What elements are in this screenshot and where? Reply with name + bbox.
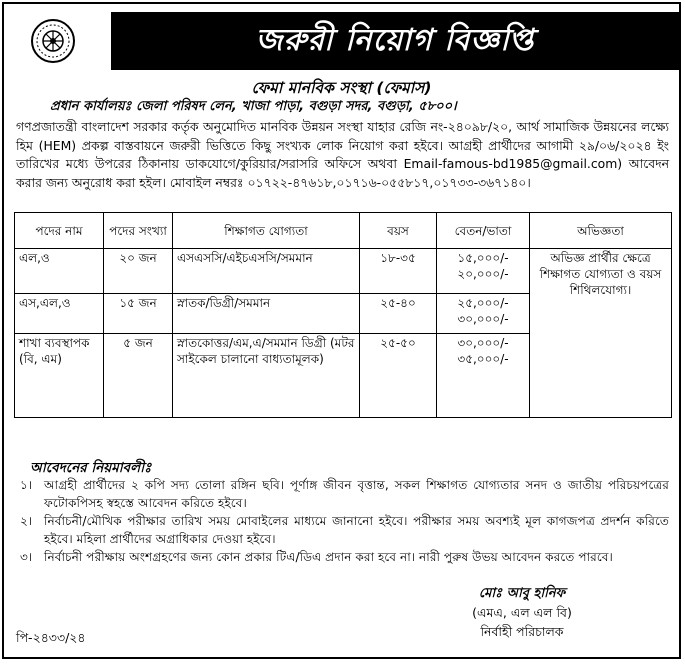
experience-note: অভিজ্ঞ প্রার্থীর ক্ষেত্রে শিক্ষাগত যোগ্যতা ও বয়স শিথিলযোগ্য। (530, 249, 672, 418)
signature-block (422, 584, 622, 641)
header-qualification: শিক্ষাগত যোগ্যতা (173, 213, 360, 249)
salary-range: ২৫,০০০/- ৩০,০০০/- (437, 294, 530, 334)
post-count: ৫ জন (104, 334, 173, 418)
salary-range: ৩০,০০০/- ৩৫,০০০/- (437, 334, 530, 418)
job-table (14, 212, 672, 418)
salary-range: ১৫,০০০/- ২০,০০০/- (437, 249, 530, 294)
organization-logo-icon (30, 18, 76, 64)
post-name: এস,এল,ও (15, 294, 104, 334)
head-office-address: প্রধান কার্যালয়ঃ জেলা পরিষদ লেন, খাজা পাড়া, বগুড়া সদর, বগুড়া, ৫৮০০। (50, 99, 457, 114)
rule-item (16, 476, 669, 512)
age-range: ১৮-৩৫ (360, 249, 437, 294)
rule-text: আগ্রহী প্রার্থীদের ২ কপি সদ্য তোলা রঙ্গিন ছবি। পূর্ণাঙ্গ জীবন বৃত্তান্ত, সকল শিক্ষাগত যোগ্যতার সনদ ও জাতীয় পরিচয়পত্রের ফটোকপিসহ স্বহস্তে আবেদন করিতে হইবে। (44, 478, 669, 510)
rule-number: ২। (20, 514, 33, 528)
rule-text: নির্বাচনী পরীক্ষায় অংশগ্রহণের জন্য কোন প্রকার টিএ/ডিএ প্রদান করা হবে না। নারী পুরুষ উভয় আবেদন করতে পারবে। (44, 550, 613, 564)
age-range: ২৫-৪০ (360, 294, 437, 334)
table-header-row (15, 213, 672, 249)
post-count: ২০ জন (104, 249, 173, 294)
header-post: পদের নাম (15, 213, 104, 249)
rule-text: নির্বাচনী/মৌখিক পরীক্ষার তারিখ সময় মোবাইলের মাধ্যমে জানানো হইবে। পরীক্ষার সময় অবশ্যই মূল কাগজপত্র প্রদর্শন করিতে হইবে। মহিলা প্রার্থীদের অগ্রাধিকার দেওয়া হইবে। (44, 514, 669, 546)
rules-list (16, 476, 669, 566)
header-experience: অভিজ্ঞতা (530, 213, 672, 249)
rules-heading: আবেদনের নিয়মাবলীঃ (30, 460, 152, 476)
header-salary: বেতন/ভাতা (437, 213, 530, 249)
qualification: এসএসসি/এইচএসসি/সমমান (173, 249, 360, 294)
signatory-degree: (এমএ, এল এল বি) (472, 605, 572, 620)
reference-number: পি-২৪৩৩/২৪ (16, 630, 86, 645)
table-row (15, 249, 672, 294)
rule-number: ১। (20, 478, 33, 492)
notice-banner (111, 12, 679, 70)
intro-paragraph: গণপ্রজাতন্ত্রী বাংলাদেশ সরকার কর্তৃক অনুমোদিত মানবিক উন্নয়ন সংস্থা যাহার রেজি নং-২৪০৯৮/২০, আর্থ সামাজিক উন্নয়নের লক্ষ্যে হিম (HEM) প্রকল্প বাস্তবায়নে জরুরী ভিত্তিতে কিছু সংখ্যক লোক নিয়োগ করা হইবে। আগ্রহী প্রার্থীদের আগামী ২৯/০৬/২০২৪ ইং তারিখের মধ্যে উপরের ঠিকানায় ডাকযোগে/কুরিয়ার/সরাসরি অফিসে অথবা Email-famous-bd1985@gmail.com) আবেদন করার জন্য অনুরোধ করা হইল। মোবাইল নম্বরঃ ০১৭২২-৪৭৬১৮,০১৭১৬-০৫৫৮১৭,০১৭৩৩-৩৬৭১৪০। (16, 119, 669, 190)
signatory-designation: নির্বাহী পরিচালক (480, 624, 564, 639)
notice-title: জরুরী নিয়োগ বিজ্ঞপ্তি (255, 22, 535, 58)
post-name: এল,ও (15, 249, 104, 294)
header-age: বয়স (360, 213, 437, 249)
qualification: স্নাতকোত্তর/এম,এ/সমমান ডিগ্রী (মটর সাইকেল চালানো বাধ্যতামূলক) (173, 334, 360, 418)
rule-item (16, 548, 669, 566)
header-count: পদের সংখ্যা (104, 213, 173, 249)
job-advertisement (2, 2, 681, 659)
post-count: ১৫ জন (104, 294, 173, 334)
rule-item (16, 512, 669, 548)
organization-name: ফেমা মানবিক সংস্থা (ফেমাস) (251, 79, 432, 97)
qualification: স্নাতক/ডিগ্রী/সমমান (173, 294, 360, 334)
rule-number: ৩। (20, 550, 33, 564)
signatory-name: মোঃ আবু হানিফ (478, 586, 566, 601)
post-name: শাখা ব্যবস্থাপক (বি, এম) (15, 334, 104, 418)
age-range: ২৫-৫০ (360, 334, 437, 418)
